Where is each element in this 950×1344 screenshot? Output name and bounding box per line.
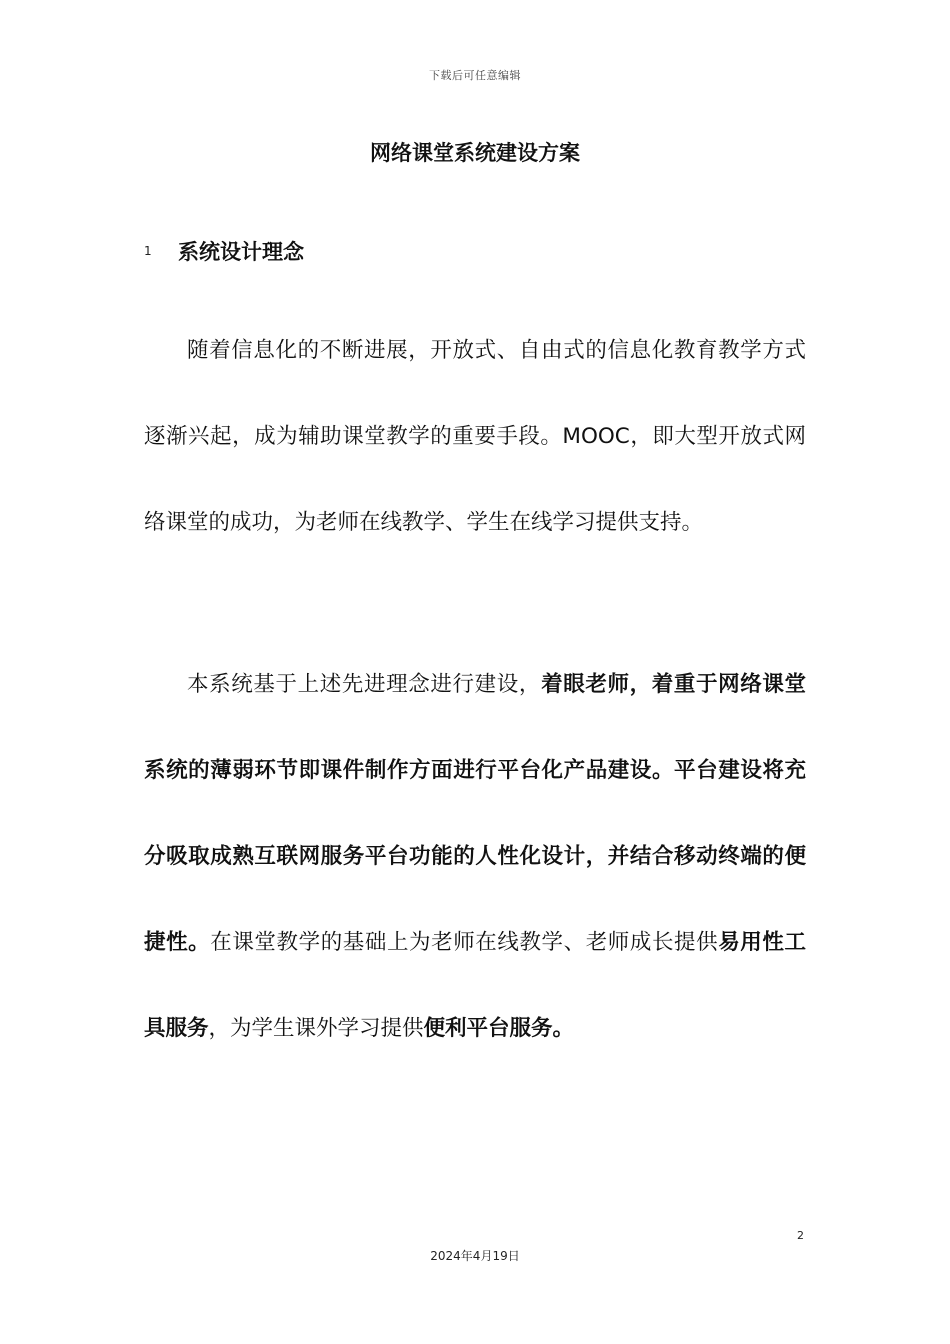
page-number: 2 [797, 1229, 804, 1242]
paragraph-2-segment: 本系统基于上述先进理念进行建设， [187, 672, 542, 697]
header-note: 下载后可任意编辑 [429, 69, 521, 82]
paragraph-2-text [144, 642, 806, 1072]
footer-date: 2024年4月19日 [430, 1249, 520, 1263]
section-heading [144, 236, 304, 266]
paragraph-2-bold-segment: 着眼老师，着重于网络课堂系统的薄弱环节即课件制作方面进行平台化产品建设。平台建设将充分吸取成熟互联网服务平台功能的人性化设计，并结合移动终端的便捷性。 [144, 672, 806, 955]
paragraph-2 [144, 642, 806, 1072]
paragraph-2-bold-segment: 易用性工具服务 [144, 930, 806, 1041]
document-title: 网络课堂系统建设方案 [370, 141, 580, 165]
paragraph-2-segment: ，为学生课外学习提供 [208, 1016, 424, 1041]
paragraph-1 [144, 308, 806, 566]
paragraph-1-text: 随着信息化的不断进展，开放式、自由式的信息化教育教学方式逐渐兴起，成为辅助课堂教学的重要手段。MOOC，即大型开放式网络课堂的成功，为老师在线教学、学生在线学习提供支持。 [144, 338, 806, 535]
section-title: 系统设计理念 [178, 240, 304, 264]
paragraph-2-segment: 在课堂教学的基础上为老师在线教学、老师成长提供 [210, 930, 719, 955]
paragraph-2-bold-segment: 便利平台服务。 [423, 1016, 575, 1041]
section-number: 1 [144, 244, 152, 258]
